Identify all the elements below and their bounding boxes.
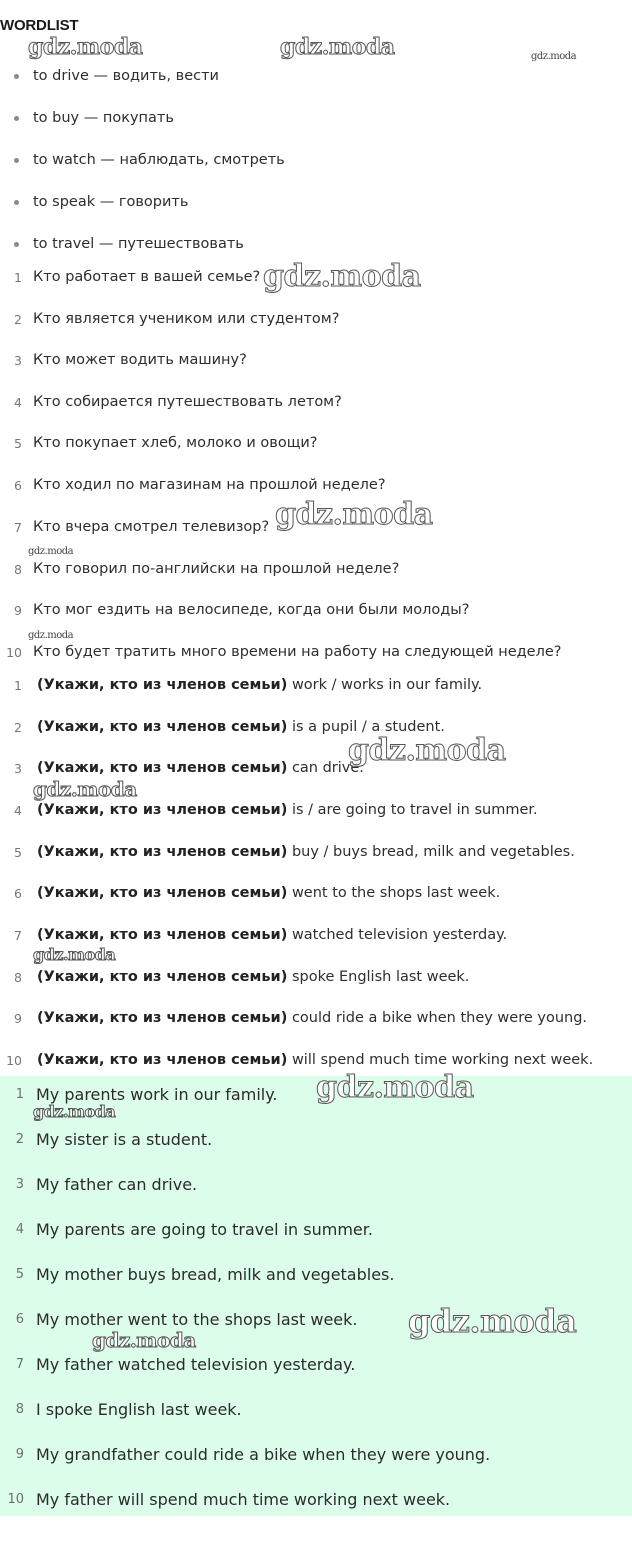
wordlist-item xyxy=(0,65,632,87)
prompt-text xyxy=(37,1010,587,1026)
watermark: gdz.moda xyxy=(28,630,74,641)
prompt-text xyxy=(37,885,500,901)
answer-number: 4 xyxy=(15,1221,24,1237)
answer-row xyxy=(0,1172,632,1196)
wordlist-item xyxy=(0,107,632,129)
prompt-lead: (Укажи, кто из членов семьи) xyxy=(37,1052,288,1068)
question-number: 6 xyxy=(14,477,22,493)
prompt-row xyxy=(0,966,632,988)
answer-number: 8 xyxy=(15,1401,24,1417)
prompt-text xyxy=(37,969,469,985)
prompt-lead: (Укажи, кто из членов семьи) xyxy=(37,969,288,985)
answer-number: 10 xyxy=(7,1491,24,1507)
prompt-number: 3 xyxy=(14,760,22,776)
prompt-body: will spend much time working next week. xyxy=(291,1052,594,1068)
answer-number: 2 xyxy=(15,1131,24,1147)
prompt-row xyxy=(0,757,632,779)
answer-number: 9 xyxy=(15,1446,24,1462)
question-text: Кто мог ездить на велосипеде, когда они были молоды? xyxy=(33,602,470,618)
watermark: gdz.moda xyxy=(531,51,577,62)
prompt-row xyxy=(0,674,632,696)
watermark: gdz.moda xyxy=(33,945,116,964)
prompt-row xyxy=(0,1007,632,1029)
question-number: 7 xyxy=(14,519,22,535)
answer-text: My mother went to the shops last week. xyxy=(36,1309,358,1329)
prompt-text xyxy=(37,802,538,818)
prompt-body: spoke English last week. xyxy=(291,969,470,985)
prompt-number: 4 xyxy=(14,802,22,818)
wordlist-item-text: to watch — наблюдать, смотреть xyxy=(33,152,285,168)
watermark: gdz.moda xyxy=(280,34,395,60)
question-number: 3 xyxy=(14,352,22,368)
question-row xyxy=(0,432,632,454)
wordlist-item-text: to drive — водить, вести xyxy=(33,68,219,84)
prompt-number: 6 xyxy=(14,885,22,901)
prompt-row xyxy=(0,882,632,904)
bullet-icon xyxy=(14,158,19,163)
prompt-body: is / are going to travel in summer. xyxy=(291,802,538,818)
wordlist-item-text: to travel — путешествовать xyxy=(33,236,244,252)
prompt-text xyxy=(37,844,575,860)
question-text: Кто является учеником или студентом? xyxy=(33,311,340,327)
answer-row xyxy=(0,1262,632,1286)
prompt-lead: (Укажи, кто из членов семьи) xyxy=(37,760,288,776)
prompt-number: 1 xyxy=(14,677,22,693)
answer-number: 7 xyxy=(15,1356,24,1372)
prompt-row xyxy=(0,799,632,821)
prompt-row xyxy=(0,716,632,738)
question-number: 5 xyxy=(14,435,22,451)
prompt-lead: (Укажи, кто из членов семьи) xyxy=(37,802,288,818)
answer-text: My parents are going to travel in summer. xyxy=(36,1219,373,1239)
question-text: Кто может водить машину? xyxy=(33,352,247,368)
answer-number: 3 xyxy=(15,1176,24,1192)
prompt-lead: (Укажи, кто из членов семьи) xyxy=(37,719,288,735)
prompt-text xyxy=(37,677,482,693)
wordlist-title: WORDLIST xyxy=(0,17,79,34)
prompt-body: can drive. xyxy=(291,760,364,776)
prompt-text xyxy=(37,927,507,943)
prompt-body: is a pupil / a student. xyxy=(291,719,445,735)
watermark: gdz.moda xyxy=(348,733,506,768)
prompt-text xyxy=(37,1052,593,1068)
prompt-body: could ride a bike when they were young. xyxy=(291,1010,588,1026)
answer-row xyxy=(0,1127,632,1151)
prompt-body: buy / buys bread, milk and vegetables. xyxy=(291,844,575,860)
prompt-row xyxy=(0,924,632,946)
question-row xyxy=(0,474,632,496)
question-number: 2 xyxy=(14,311,22,327)
prompt-lead: (Укажи, кто из членов семьи) xyxy=(37,1010,288,1026)
wordlist-item-text: to buy — покупать xyxy=(33,110,174,126)
question-text: Кто ходил по магазинам на прошлой неделе? xyxy=(33,477,386,493)
answer-row xyxy=(0,1217,632,1241)
answer-text: My grandfather could ride a bike when they were young. xyxy=(36,1444,491,1464)
answer-text: My father watched television yesterday. xyxy=(36,1354,356,1374)
question-number: 4 xyxy=(14,394,22,410)
watermark: gdz.moda xyxy=(263,259,421,294)
answer-number: 5 xyxy=(15,1266,24,1282)
question-row xyxy=(0,558,632,580)
question-row xyxy=(0,349,632,371)
answer-row xyxy=(0,1487,632,1511)
prompt-number: 2 xyxy=(14,719,22,735)
prompt-number: 7 xyxy=(14,927,22,943)
prompt-body: went to the shops last week. xyxy=(291,885,501,901)
question-row xyxy=(0,308,632,330)
wordlist-item xyxy=(0,233,632,255)
wordlist-item xyxy=(0,149,632,171)
prompt-lead: (Укажи, кто из членов семьи) xyxy=(37,677,288,693)
question-number: 1 xyxy=(14,269,22,285)
prompt-number: 8 xyxy=(14,969,22,985)
watermark: gdz.moda xyxy=(275,497,433,532)
question-text: Кто вчера смотрел телевизор? xyxy=(33,519,270,535)
answer-text: My father can drive. xyxy=(36,1174,198,1194)
question-row xyxy=(0,391,632,413)
question-text: Кто работает в вашей семье? xyxy=(33,269,261,285)
question-row xyxy=(0,641,632,663)
question-row xyxy=(0,599,632,621)
watermark: gdz.moda xyxy=(408,1302,577,1340)
wordlist-item xyxy=(0,191,632,213)
question-text: Кто говорил по-английски на прошлой неделе? xyxy=(33,561,400,577)
prompt-number: 5 xyxy=(14,844,22,860)
answer-text: My parents work in our family. xyxy=(36,1084,278,1104)
question-number: 10 xyxy=(6,644,22,660)
watermark: gdz.moda xyxy=(316,1070,474,1105)
prompt-number: 10 xyxy=(6,1052,22,1068)
watermark: gdz.moda xyxy=(33,1102,116,1121)
prompt-lead: (Укажи, кто из членов семьи) xyxy=(37,927,288,943)
prompt-body: work / works in our family. xyxy=(291,677,483,693)
watermark: gdz.moda xyxy=(33,777,137,801)
question-number: 9 xyxy=(14,602,22,618)
watermark: gdz.moda xyxy=(28,34,143,60)
prompt-lead: (Укажи, кто из членов семьи) xyxy=(37,885,288,901)
bullet-icon xyxy=(14,74,19,79)
prompt-body: watched television yesterday. xyxy=(291,927,508,943)
answer-text: My father will spend much time working next week. xyxy=(36,1489,451,1509)
answer-text: My mother buys bread, milk and vegetables. xyxy=(36,1264,395,1284)
question-number: 8 xyxy=(14,561,22,577)
answer-text: I spoke English last week. xyxy=(36,1399,242,1419)
prompt-row xyxy=(0,841,632,863)
answer-number: 1 xyxy=(15,1086,24,1102)
wordlist-item-text: to speak — говорить xyxy=(33,194,189,210)
prompt-number: 9 xyxy=(14,1010,22,1026)
watermark: gdz.moda xyxy=(92,1328,196,1352)
bullet-icon xyxy=(14,116,19,121)
answer-text: My sister is a student. xyxy=(36,1129,213,1149)
question-text: Кто собирается путешествовать летом? xyxy=(33,394,342,410)
watermark: gdz.moda xyxy=(28,546,74,557)
answer-number: 6 xyxy=(15,1311,24,1327)
question-text: Кто покупает хлеб, молоко и овощи? xyxy=(33,435,318,451)
prompt-lead: (Укажи, кто из членов семьи) xyxy=(37,844,288,860)
question-text: Кто будет тратить много времени на работу на следующей неделе? xyxy=(33,644,562,660)
answer-row xyxy=(0,1352,632,1376)
bullet-icon xyxy=(14,200,19,205)
answer-row xyxy=(0,1442,632,1466)
prompt-text xyxy=(37,760,364,776)
prompt-row xyxy=(0,1049,632,1071)
answer-row xyxy=(0,1397,632,1421)
bullet-icon xyxy=(14,242,19,247)
